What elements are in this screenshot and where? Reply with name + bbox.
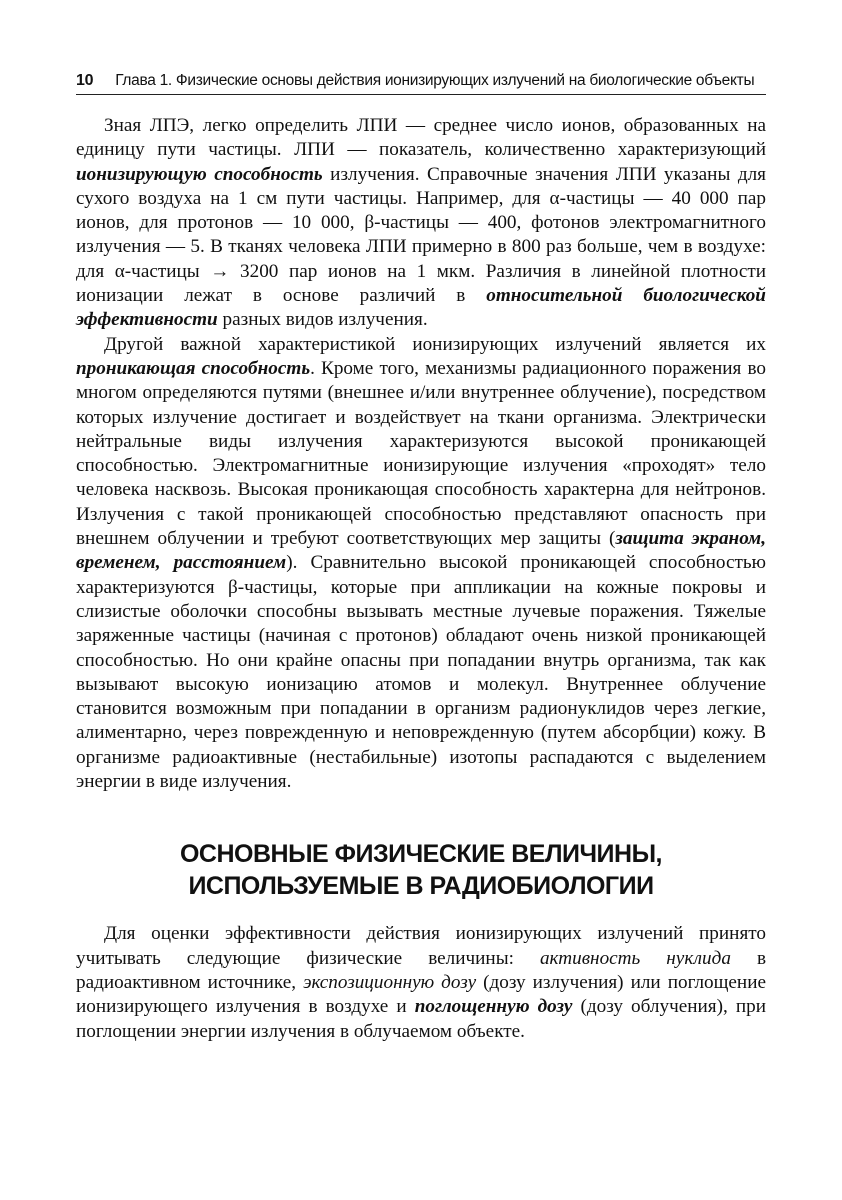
emphasis-ionizing-ability: ионизирующую способность: [76, 163, 323, 185]
running-title: Глава 1. Физические основы действия ионизирующих излучений на биологические объекты: [115, 72, 755, 89]
running-header: [76, 72, 766, 95]
paragraph-penetration: [76, 333, 766, 795]
text-run: (дозу облучения), при поглощении энергии излучения в облучаемом объекте.: [76, 996, 766, 1042]
section-heading-line-2: ИСПОЛЬЗУЕМЫЕ В РАДИОБИОЛОГИИ: [188, 872, 654, 901]
text-run: Другой важной характеристикой ионизирующих излучений является их: [104, 333, 766, 355]
page-body: [76, 114, 766, 1044]
text-run: ). Сравнительно высокой проникающей способностью характеризуются β-частицы, которые при аппликации на кожные покровы и слизистые оболочки способны вызывать местные лучевые поражения. Тяжелые заряженные частицы (начиная с протонов) обладают очень низкой проникающей способностью. Но они крайне опасны при попадании внутрь организма, так как вызывают высокую ионизацию атомов и молекул. Внутреннее облучение становится возможным при попадании в организм радионуклидов через легкие, алиментарно, через поврежденную и неповрежденную (путем абсорбции) кожу. В организме радиоактивные (нестабильные) изотопы распадаются с выделением энергии в виде излучения.: [76, 552, 766, 793]
paragraph-quantities: [76, 922, 766, 1043]
section-heading: [76, 838, 766, 902]
text-run: излучения. Справочные значения ЛПИ указаны для сухого воздуха на 1 см пути частицы. Например, для α-частицы — 40 000 пар ионов, для протонов — 10 000, β-частицы — 400, фотонов электромагнитного излучения — 5. В тканях человека ЛПИ примерно в 800 раз больше, чем в воздухе: для α-частицы → 3200 пар ионов на 1 мкм. Различия в линейной плотности ионизации лежат в основе различий в: [76, 163, 767, 307]
emphasis-exposure-dose: экспозиционную дозу: [303, 971, 477, 993]
text-run: . Кроме того, механизмы радиационного поражения во многом определяются путями (внешнее и/или внутреннее облучение), посредством которых излучение достигает и воздействует на ткани организма. Электрически нейтральные виды излучения характеризуются высокой проникающей способностью. Электромагнитные ионизирующие излучения «проходят» тело человека насквозь. Высокая проникающая способность характерна для нейтронов. Излучения с такой проникающей способностью представляют опасность при внешнем облучении и требуют соответствующих мер защиты (: [76, 357, 766, 550]
page-number: 10: [76, 72, 94, 89]
emphasis-absorbed-dose: поглощенную дозу: [414, 996, 573, 1018]
emphasis-protection: защита экраном, временем, расстоянием: [76, 528, 766, 574]
text-run: в радиоактивном источнике,: [76, 947, 767, 993]
text-run: разных видов излучения.: [217, 309, 428, 331]
text-run: Для оценки эффективности действия ионизирующих излучений принято учитывать следующие физические величины:: [76, 923, 766, 969]
text-run: (дозу излучения) или поглощение ионизирующего излучения в воздухе и: [76, 971, 766, 1018]
text-run: Зная ЛПЭ, легко определить ЛПИ — среднее число ионов, образованных на единицу пути частицы. ЛПИ — показатель, количественно характеризующий: [76, 115, 766, 161]
paragraph-lpi: [76, 114, 766, 333]
emphasis-rbe: относительной биологической эффективности: [76, 285, 766, 331]
emphasis-nuclide-activity: активность нуклида: [539, 947, 731, 969]
section-heading-line-1: ОСНОВНЫЕ ФИЗИЧЕСКИЕ ВЕЛИЧИНЫ,: [179, 840, 663, 869]
emphasis-penetrating-ability: проникающая способность: [76, 357, 311, 379]
